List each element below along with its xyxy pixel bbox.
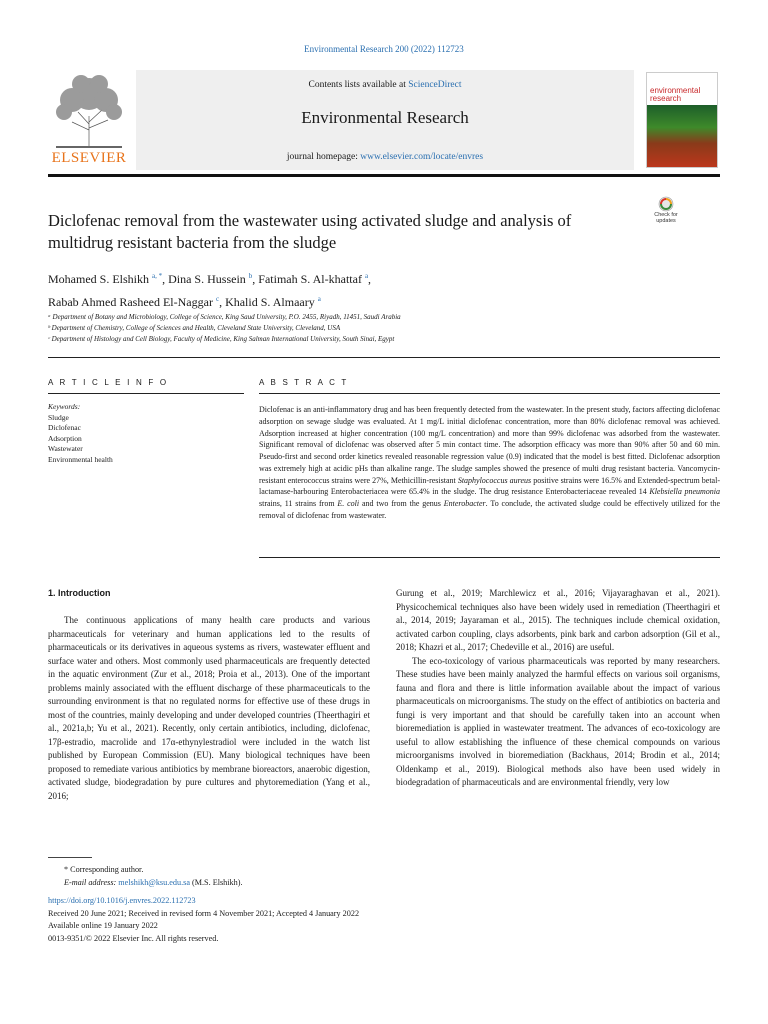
- author-affil-sup[interactable]: a, *: [152, 272, 163, 280]
- author-list: Mohamed S. Elshikh $^{a, *}$, Dina S. Hussein $^b$, Fatimah S. Al-khattaf $^a$, Rabab Ahmed Rasheed El-Naggar $^c$, Khalid S. Almaary $^a$: [48, 272, 372, 309]
- keywords-block: [48, 402, 244, 465]
- contents-line: [136, 80, 634, 90]
- section-rule: [48, 357, 720, 358]
- author-name[interactable]: Mohamed S. Elshikh: [48, 272, 149, 286]
- abstract-segment: . To conclude, the activated sludge could be effectively utilized for the removal of diclofenac from wastewater.: [259, 499, 721, 520]
- abstract-segment: Diclofenac is an anti-inflammatory drug and has been frequently detected from the wastewater. In the present study, factors affecting diclofenac adsorption on sewage sludge was evaluated. At 1 mg/L initial diclofenac concentration, more than 80% diclofenac removal was achieved. Adsorption increased at higher concentration (100 mg/L concentration) and more than 99% diclofenac was adsorbed from the wastewater. Significant removal of diclofenac was observed after 5 min contact time. The adsorption efficacy was more than 90% after 50 and 60 min. Pseudo-first and second order kinetics revealed reasonable regression value (0.9) indicated that the model is best fitted. Diclofenac adsorption was extremely high at acidic pHs than alkaline range. The sludge samples showed the presence of multi drug resistant bacteria. Vancomycin-resistant enterococcus strains were 27%, Methicillin-resistant: [259, 405, 720, 485]
- keyword-item: Wastewater: [48, 444, 83, 453]
- journal-citation[interactable]: Environmental Research 200 (2022) 112723: [304, 44, 464, 54]
- journal-title: Environmental Research: [301, 108, 469, 127]
- homepage-line: [136, 152, 634, 162]
- author-affil-sup[interactable]: c: [215, 295, 220, 303]
- intro-right-column: [396, 587, 720, 790]
- abstract-segment: strains, 11 strains from: [259, 499, 338, 508]
- keyword-item: Diclofenac: [48, 423, 81, 432]
- article-title: Diclofenac removal from the wastewater using activated sludge and analysis of multidrug resistant bacteria from the sludge: [48, 211, 572, 252]
- keyword-item: Environmental health: [48, 454, 113, 464]
- introduction-heading: 1. Introduction: [48, 588, 111, 598]
- author-name[interactable]: Fatimah S. Al-khattaf: [258, 272, 362, 286]
- author-name[interactable]: Khalid S. Almaary: [225, 295, 315, 309]
- affiliation-item: ᵃ Department of Botany and Microbiology, College of Science, King Saud University, P.O. 2455, Riyadh, 11451, Saudi Arabia: [48, 313, 401, 321]
- journal-cover-image: [646, 72, 718, 168]
- intro-paragraph: The eco-toxicology of various pharmaceuticals was reported by many researchers. These studies have been mainly analyzed the harmful effects on various soil organisms, fauna and flora and there is little information available about the impact of various pharmaceuticals on microorganisms. The study on the effect of antibiotics on bacteria and fungi is very important and that should be carefully taken into an account when bioremediation is applied in wastewater treatment. The advances of eco-toxicology are useful to allow establishing the influence of these chemical compounds on various microorganisms involved in bioremediation (Backhaus, 2014; Brodin et al., 2014; Oldenkamp et al., 2019). Biological methods also have been used widely in biodegradation of pharmaceuticals and are environmental friendly, very low: [396, 655, 720, 787]
- email-label: E-mail address:: [64, 877, 119, 887]
- author-name[interactable]: Dina S. Hussein: [168, 272, 246, 286]
- footnote-rule: [48, 857, 92, 858]
- contents-prefix: Contents lists available at: [308, 80, 409, 90]
- check-for-updates-badge[interactable]: [648, 196, 684, 228]
- check-updates-label: Check for updates: [654, 212, 678, 224]
- abstract-heading: A B S T R A C T: [259, 378, 349, 387]
- keyword-item: Adsorption: [48, 433, 82, 443]
- article-info-rule: [48, 393, 244, 394]
- keyword-item: Sludge: [48, 412, 69, 422]
- intro-paragraph: Gurung et al., 2019; Marchlewicz et al., 2016; Vijayaraghavan et al., 2021). Physicochemical techniques also have been widely used in remediation (Theerthagiri et al., 2014, 2019; Jayaraman et al., 2015). The techniques include chemical oxidation, activated carbon coupling, clays adsorbents, pink bark and carbon adsorption (Gil et al., 2018; Khazri et al., 2017; Chedeville et al., 2016) are useful.: [396, 588, 720, 652]
- affiliations: [48, 312, 720, 345]
- author-affil-sup[interactable]: a: [364, 272, 369, 280]
- abstract-bottom-rule: [259, 557, 720, 558]
- author-affil-sup[interactable]: a: [317, 295, 321, 303]
- abstract-italic: Staphylococcus aureus: [457, 475, 532, 485]
- elsevier-wordmark: ELSEVIER: [51, 150, 127, 166]
- email-link[interactable]: melshikh@ksu.edu.sa: [118, 877, 190, 887]
- corresponding-author-note: * Corresponding author.: [64, 865, 144, 874]
- article-info-heading: A R T I C L E I N F O: [48, 378, 169, 387]
- email-line: [48, 877, 720, 890]
- email-suffix: (M.S. Elshikh).: [189, 877, 243, 887]
- author-affil-sup[interactable]: b: [248, 272, 253, 280]
- cover-photo: [647, 105, 718, 168]
- abstract-rule: [259, 393, 720, 394]
- copyright-line: 0013-9351/© 2022 Elsevier Inc. All rights reserved.: [48, 933, 219, 943]
- footnotes: [48, 864, 720, 945]
- affiliation-item: ᶜ Department of Histology and Cell Biology, Faculty of Medicine, King Salman International University, South Sinai, Egypt: [48, 335, 395, 343]
- intro-left-column: [48, 614, 370, 803]
- abstract-segment: positive strains were 16.5% and Extended-spectrum betal-lactamase-harbouring Enterobacteriacea were 65.4% in the sludge. The drug resistance Enterobacteriaceae revealed 14: [259, 475, 720, 497]
- abstract-italic: E. coli: [337, 499, 360, 508]
- abstract-text: [259, 404, 720, 522]
- abstract-segment: and two from the genus: [359, 499, 444, 508]
- intro-paragraph: The continuous applications of many health care products and various pharmaceuticals for veterinary and human applications led to the results of pharmaceuticals or its derivatives in aqueous systems as rivers, wastewater effluent and surface water and others. Most commonly used pharmaceuticals are frequently detected in the aquatic environment (Zur et al., 2018; Proia et al., 2013). One of the important problems mainly associated with the effluent discharge of these pharmaceuticals to the surrounding environment is that no regulated norms for effective use of these drugs in most of the countries, mainly developing and under developed countries (Theerthagiri et al., 2021a,b; Yu et al., 2021). Recently, only certain antibiotics, including, diclofenac, 17β-estradio, macrolide and 17α-ethynylestradiol were included in the watch list published by European Commission (EU). Many biological techniques have been proposed to remediate various antibiotics by membrane bioreactors, anaerobic digestion, activated sludge, biodegradation by pure cultures and phytoremediation (Yang et al., 2016;: [48, 615, 370, 801]
- affiliation-item: ᵇ Department of Chemistry, College of Sciences and Health, Cleveland State University, Cleveland, USA: [48, 324, 341, 332]
- available-online: Available online 19 January 2022: [48, 921, 158, 930]
- abstract-italic: Klebsiella pneumonia: [649, 487, 721, 497]
- author-name[interactable]: Rabab Ahmed Rasheed El-Naggar: [48, 295, 213, 309]
- homepage-link[interactable]: www.elsevier.com/locate/envres: [360, 152, 484, 162]
- check-updates-icon: [648, 196, 684, 212]
- keywords-label: Keywords:: [48, 402, 81, 411]
- sciencedirect-link[interactable]: ScienceDirect: [408, 80, 462, 90]
- cover-title: environmental research: [650, 86, 701, 103]
- doi-link[interactable]: https://doi.org/10.1016/j.envres.2022.112723: [48, 896, 196, 905]
- abstract-italic: Enterobacter: [443, 499, 486, 508]
- homepage-prefix: journal homepage:: [286, 152, 361, 162]
- header-rule: [48, 174, 720, 177]
- received-dates: Received 20 June 2021; Received in revised form 4 November 2021; Accepted 4 January 2022: [48, 908, 360, 918]
